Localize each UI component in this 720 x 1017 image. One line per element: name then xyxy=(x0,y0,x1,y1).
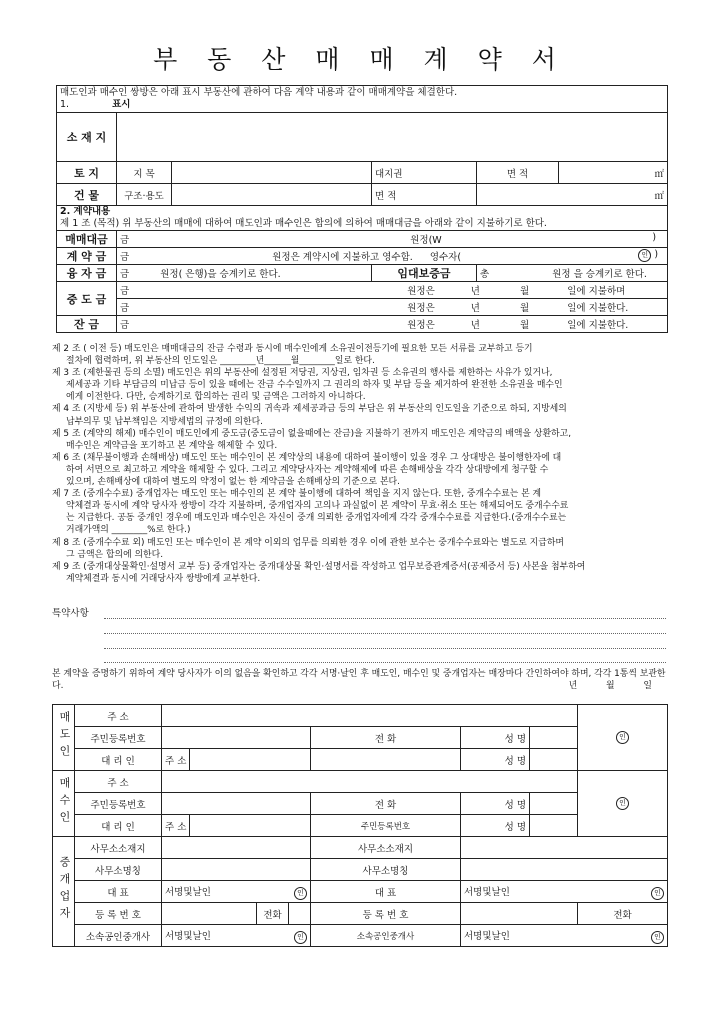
broker-stamp-icon: 인 xyxy=(651,887,664,900)
seller-name-field[interactable] xyxy=(530,727,668,749)
middle-row-2[interactable] xyxy=(117,299,668,316)
land-label: 토 지 xyxy=(57,162,117,184)
balance-year: 년 xyxy=(470,320,480,331)
location-label: 소 재 지 xyxy=(57,113,117,162)
broker-sign-label: 서명및날인 xyxy=(464,930,510,942)
intro-text: 매도인과 매수인 쌍방은 아래 표시 부동산에 관하여 다음 계약 내용과 같이 매매계약을 체결한다. xyxy=(60,87,458,98)
price-text: 원정(W xyxy=(410,235,442,246)
article-9-cont: 계약체결과 동시에 거래당사자 쌍방에게 교부한다. xyxy=(66,573,261,584)
broker-stamp-icon: 인 xyxy=(294,931,307,944)
seller-id-label: 주민등록번호 xyxy=(75,727,162,749)
broker-rep-sign-1[interactable] xyxy=(162,881,311,903)
broker-rep-label: 대 표 xyxy=(75,881,162,903)
seller-id-field[interactable] xyxy=(162,727,311,749)
article-2: 제 2 조 ( 이전 등) 매도인은 매매대금의 잔금 수령과 동시에 매수인에게 소유권이전등기에 필요한 모든 서류를 교부하고 등기 xyxy=(52,344,533,354)
building-area-unit[interactable]: ㎡ xyxy=(477,184,668,206)
broker-office-name-label: 사무소명칭 xyxy=(75,859,162,881)
buyer-address-field[interactable] xyxy=(162,771,578,793)
broker-stamp-icon: 인 xyxy=(651,931,664,944)
broker-phone-label-2: 전화 xyxy=(578,903,668,925)
broker-office-name-label-2: 사무소명칭 xyxy=(311,859,461,881)
balance-row[interactable] xyxy=(117,316,668,333)
receiver-stamp-icon: 인 xyxy=(638,249,651,262)
balance-day: 일에 지불한다. xyxy=(567,320,629,331)
balance-label: 잔 금 xyxy=(57,316,117,333)
building-area-label: 면 적 xyxy=(372,184,477,206)
middle-text: 원정은 xyxy=(407,303,435,314)
buyer-agent-name-field[interactable] xyxy=(530,815,668,837)
article-6-cont: 있으며, 손해배상에 대하여 별도의 약정이 없는 한 계약금을 손해배상의 기준으로 본다. xyxy=(66,477,400,488)
section2-heading: 2. 계약내용 xyxy=(60,206,111,217)
middle-day: 일에 지불한다. xyxy=(567,303,629,314)
lease-label: 임대보증금 xyxy=(372,265,477,282)
land-area-label: 면 적 xyxy=(477,162,559,184)
middle-prefix: 금 xyxy=(120,286,130,297)
balance-prefix: 금 xyxy=(120,320,130,331)
broker-office-addr-field-1[interactable] xyxy=(162,837,311,859)
article-5: 제 5 조 (계약의 해제) 매수인이 매도인에게 중도금(중도금이 없을때에는 잔금)을 지불하기 전까지 매도인은 계약금의 배액을 상환하고, xyxy=(52,428,572,439)
middle-month: 월 xyxy=(520,286,530,297)
broker-reg-label-2: 등 록 번 호 xyxy=(311,903,461,925)
buyer-address-label: 주 소 xyxy=(75,771,162,793)
structure-field[interactable] xyxy=(172,184,372,206)
seller-stamp-icon: 인 xyxy=(616,731,629,744)
broker-rep-label-2: 대 표 xyxy=(311,881,461,903)
middle-year: 년 xyxy=(470,303,480,314)
broker-rep-sign-2[interactable] xyxy=(461,881,668,903)
buyer-name-field[interactable] xyxy=(530,793,668,815)
article-9: 제 9 조 (중개대상물확인·설명서 교부 등) 중개업자는 중개대상물 확인·설명서를 작성하고 업무보증관계증서(공제증서 등) 사본을 첨부하여 xyxy=(52,561,586,572)
broker-office-addr-field-2[interactable] xyxy=(461,837,668,859)
structure-label: 구조·용도 xyxy=(117,184,172,206)
date-day: 일 xyxy=(643,681,652,691)
section1-heading: 표시 xyxy=(112,99,131,110)
buyer-phone-label: 전 화 xyxy=(311,793,461,815)
broker-reg-field-1[interactable] xyxy=(162,903,257,925)
article-3-cont: 제세공과 기타 부담금의 미납금 등이 있을 때에는 잔금 수수일까지 그 권리의 하자 및 부담 등을 제거하여 완전한 소유권을 매수인 xyxy=(66,380,563,391)
broker-office-name-field-2[interactable] xyxy=(461,859,668,881)
seller-agent-name-field[interactable] xyxy=(530,749,668,771)
confirm-text xyxy=(52,668,672,692)
land-right-label: 대지권 xyxy=(372,162,477,184)
balance-text: 원정은 xyxy=(407,320,435,331)
broker-side-label: 중개업자 xyxy=(58,856,71,924)
buyer-agent-label: 대 리 인 xyxy=(75,815,162,837)
special-terms-label: 특약사항 xyxy=(52,608,89,619)
broker-phone-label: 전화 xyxy=(257,903,289,925)
article-3-cont: 에게 이전한다. 다만, 승계하기로 합의하는 권리 및 금액은 그러하지 아니하다. xyxy=(66,392,366,403)
section1-num: 1. xyxy=(60,99,70,110)
seller-address-label: 주 소 xyxy=(75,705,162,727)
special-terms-line[interactable] xyxy=(104,661,666,663)
seller-agent-addr-label: 주 소 xyxy=(162,749,190,771)
article-8: 제 8 조 (중개수수료 외) 매도인 또는 매수인이 본 계약 이외의 업무를 의뢰한 경우 이에 관한 보수는 중개수수료와는 별도로 지급하며 xyxy=(52,537,564,548)
broker-reg-label: 등 록 번 호 xyxy=(75,903,162,925)
article-6: 제 6 조 (채무불이행과 손해배상) 매도인 또는 매수인이 본 계약상의 내용에 대하여 불이행이 있을 경우 그 상대방은 불이행한자에 대 xyxy=(52,452,562,463)
article-3: 제 3 조 (제한물권 등의 소멸) 매도인은 위의 부동산에 설정된 저당권, 지상권, 임차권 등 소유권의 행사를 제한하는 사유가 있거나, xyxy=(52,368,553,379)
date-month: 월 xyxy=(606,681,615,691)
broker-stamp-icon: 인 xyxy=(294,887,307,900)
article-5-cont: 매수인은 계약금을 포기하고 본 계약을 해제할 수 있다. xyxy=(66,440,278,451)
article-7-cont: 는 지급한다. 공동 중개인 경우에 매도인과 매수인은 자신이 중개 의뢰한 중개업자에게 각각 중개수수료를 지급한다.(중개수수료는 xyxy=(66,513,567,524)
lease-text: 원정 을 승계키로 한다. xyxy=(552,269,647,280)
articles xyxy=(52,343,667,585)
article-2-cont: 절차에 협력하며, 위 부동산의 인도일은 ________년______월________일로 한다. xyxy=(66,356,375,367)
seller-address-field[interactable] xyxy=(162,705,578,727)
article-7: 제 7 조 (중개수수료) 중개업자는 매도인 또는 매수인의 본 계약 불이행에 대하여 책임을 지지 않는다. 또한, 중개수수료는 본 계 xyxy=(52,489,542,500)
article-6-cont: 하여 서면으로 최고하고 계약을 해제할 수 있다. 그리고 계약당사자는 계약해제에 따른 손해배상을 각각 상대방에게 청구할 수 xyxy=(66,464,549,475)
article-8-cont: 그 금액은 합의에 의한다. xyxy=(66,549,164,560)
broker-agent-label-2: 소속공인중개사 xyxy=(311,925,461,947)
confirm-sentence: 본 계약을 증명하기 위하여 계약 당사자가 이의 없음을 확인하고 각각 서명·날인 후 매도인, 매수인 및 중개업자는 매장마다 간인하여야 하며, 각각 1통씩 보관한다. xyxy=(52,669,666,691)
seller-agent-label: 대 리 인 xyxy=(75,749,162,771)
seller-agent-extra[interactable] xyxy=(311,749,461,771)
loan-text: 원정( 은행)을 승계키로 한다. xyxy=(160,269,281,280)
broker-sign-label: 서명및날인 xyxy=(165,886,211,898)
buyer-agent-addr-field[interactable] xyxy=(190,815,311,837)
article-4: 제 4 조 (지방세 등) 위 부동산에 관하여 발생한 수익의 귀속과 제세공과금 등의 부담은 위 부동산의 인도일을 기준으로 하되, 지방세의 xyxy=(52,404,567,415)
receiver-label: 영수자( xyxy=(429,252,462,263)
broker-agent-label: 소속공인중개사 xyxy=(75,925,162,947)
broker-office-addr-label-2: 사무소소재지 xyxy=(311,837,461,859)
middle-year: 년 xyxy=(470,286,480,297)
buyer-id-field[interactable] xyxy=(162,793,311,815)
loan-prefix: 금 xyxy=(120,269,130,280)
broker-sign-label: 서명및날인 xyxy=(165,930,211,942)
deposit-label: 계 약 금 xyxy=(57,248,117,265)
price-close: ) xyxy=(652,232,657,243)
article1-text: 제 1 조 (목적) 위 부동산의 매매에 대하여 매도인과 매수인은 합의에 의하여 매매대금을 아래와 같이 지불하기로 한다. xyxy=(60,218,547,229)
middle-text: 원정은 xyxy=(407,286,435,297)
receiver-close: ) xyxy=(654,249,659,260)
broker-office-name-field-1[interactable] xyxy=(162,859,311,881)
seller-agent-addr-field[interactable] xyxy=(190,749,311,771)
special-terms-line[interactable] xyxy=(104,647,666,649)
buyer-agent-addr-label: 주 소 xyxy=(162,815,190,837)
land-category-label: 지 목 xyxy=(117,162,172,184)
article-7-cont: 약체결과 동시에 계약 당사자 쌍방이 각각 지불하며, 중개업자의 고의나 과실없이 본 계약이 무효·취소 또는 해제되어도 중개수수료 xyxy=(66,501,569,512)
seller-side-label: 매도인 xyxy=(58,710,71,762)
price-label: 매매대금 xyxy=(57,231,117,248)
location-field[interactable] xyxy=(117,113,668,162)
seller-name-label: 성 명 xyxy=(461,727,530,749)
land-area-unit[interactable]: ㎡ xyxy=(559,162,668,184)
broker-reg-field-2[interactable] xyxy=(461,903,578,925)
article-7-cont: 거래가액의 ________%로 한다.) xyxy=(66,525,191,536)
special-terms-line[interactable] xyxy=(104,617,666,619)
middle-day: 일에 지불하며 xyxy=(567,286,626,297)
article-4-cont: 납부의무 및 납부책임은 지방세법의 규정에 의한다. xyxy=(66,416,263,427)
middle-prefix: 금 xyxy=(120,303,130,314)
date-year: 년 xyxy=(568,681,578,691)
balance-month: 월 xyxy=(520,320,530,331)
buyer-agent-name-label: 성 명 xyxy=(461,815,530,837)
buyer-side-label: 매수인 xyxy=(58,776,71,828)
contract-table xyxy=(56,85,668,333)
price-prefix: 금 xyxy=(120,235,130,246)
deposit-prefix: 금 xyxy=(120,252,130,263)
special-terms-line[interactable] xyxy=(104,632,666,634)
loan-label: 융 자 금 xyxy=(57,265,117,282)
building-label: 건 물 xyxy=(57,184,117,206)
broker-agent-sign-1[interactable] xyxy=(162,925,311,947)
signature-table xyxy=(52,704,668,947)
buyer-id-label: 주민등록번호 xyxy=(75,793,162,815)
broker-office-addr-label: 사무소소재지 xyxy=(75,837,162,859)
buyer-name-label: 성 명 xyxy=(461,793,530,815)
broker-sign-label: 서명및날인 xyxy=(464,886,510,898)
broker-agent-sign-2[interactable] xyxy=(461,925,668,947)
lease-prefix: 총 xyxy=(480,269,490,280)
deposit-text: 원정은 계약시에 지불하고 영수함. xyxy=(272,252,413,263)
middle-month: 월 xyxy=(520,303,530,314)
document-title: 부 동 산 매 매 계 약 서 xyxy=(153,45,567,74)
broker-phone-field-1[interactable] xyxy=(289,903,311,925)
middle-label: 중 도 금 xyxy=(57,282,117,316)
seller-phone-label: 전 화 xyxy=(311,727,461,749)
buyer-agent-id-label: 주민등록번호 xyxy=(311,815,461,837)
seller-agent-name-label: 성 명 xyxy=(461,749,530,771)
land-category-field[interactable] xyxy=(172,162,372,184)
buyer-stamp-icon: 인 xyxy=(616,797,629,810)
middle-row-1[interactable] xyxy=(117,282,668,299)
